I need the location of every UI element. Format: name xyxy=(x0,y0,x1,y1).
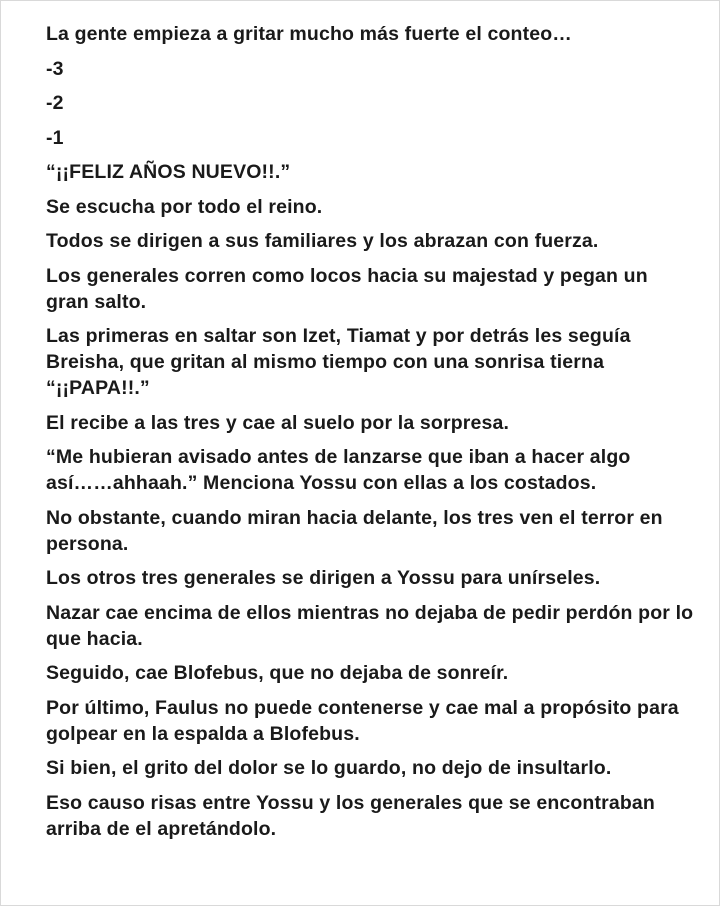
paragraph: -3 xyxy=(46,57,64,80)
paragraph: Se escucha por todo el reino. xyxy=(46,195,323,218)
paragraph: Las primeras en saltar son Izet, Tiamat y por detrás les seguía Breisha, que gritan al mismo tiempo con una sonrisa tierna “¡¡PAPA!!.” xyxy=(46,325,631,399)
paragraph: Eso causo risas entre Yossu y los generales que se encontraban arriba de el apretándolo. xyxy=(46,791,655,840)
paragraph: -1 xyxy=(46,126,64,149)
paragraph: Los generales corren como locos hacia su majestad y pegan un gran salto. xyxy=(46,264,648,313)
paragraph: -2 xyxy=(46,92,64,114)
paragraph: “Me hubieran avisado antes de lanzarse que iban a hacer algo así……ahhaah.” Menciona Yossu con ellas a los costados. xyxy=(46,446,631,494)
paragraph: La gente empieza a gritar mucho más fuerte el conteo… xyxy=(46,23,572,45)
paragraph: No obstante, cuando miran hacia delante, los tres ven el terror en persona. xyxy=(46,506,663,555)
paragraph: Si bien, el grito del dolor se lo guardo, no dejo de insultarlo. xyxy=(46,757,612,779)
paragraph: Seguido, cae Blofebus, que no dejaba de sonreír. xyxy=(46,662,509,684)
paragraph: El recibe a las tres y cae al suelo por la sorpresa. xyxy=(46,411,510,434)
paragraph: Todos se dirigen a sus familiares y los abrazan con fuerza. xyxy=(46,230,599,252)
paragraph: Por último, Faulus no puede contenerse y cae mal a propósito para golpear en la espalda a Blofebus. xyxy=(46,696,679,745)
paragraph: Los otros tres generales se dirigen a Yossu para unírseles. xyxy=(46,567,601,589)
paragraph: “¡¡FELIZ AÑOS NUEVO!!.” xyxy=(46,161,291,183)
document-body xyxy=(46,21,696,850)
paragraph: Nazar cae encima de ellos mientras no dejaba de pedir perdón por lo que hacia. xyxy=(46,601,694,650)
